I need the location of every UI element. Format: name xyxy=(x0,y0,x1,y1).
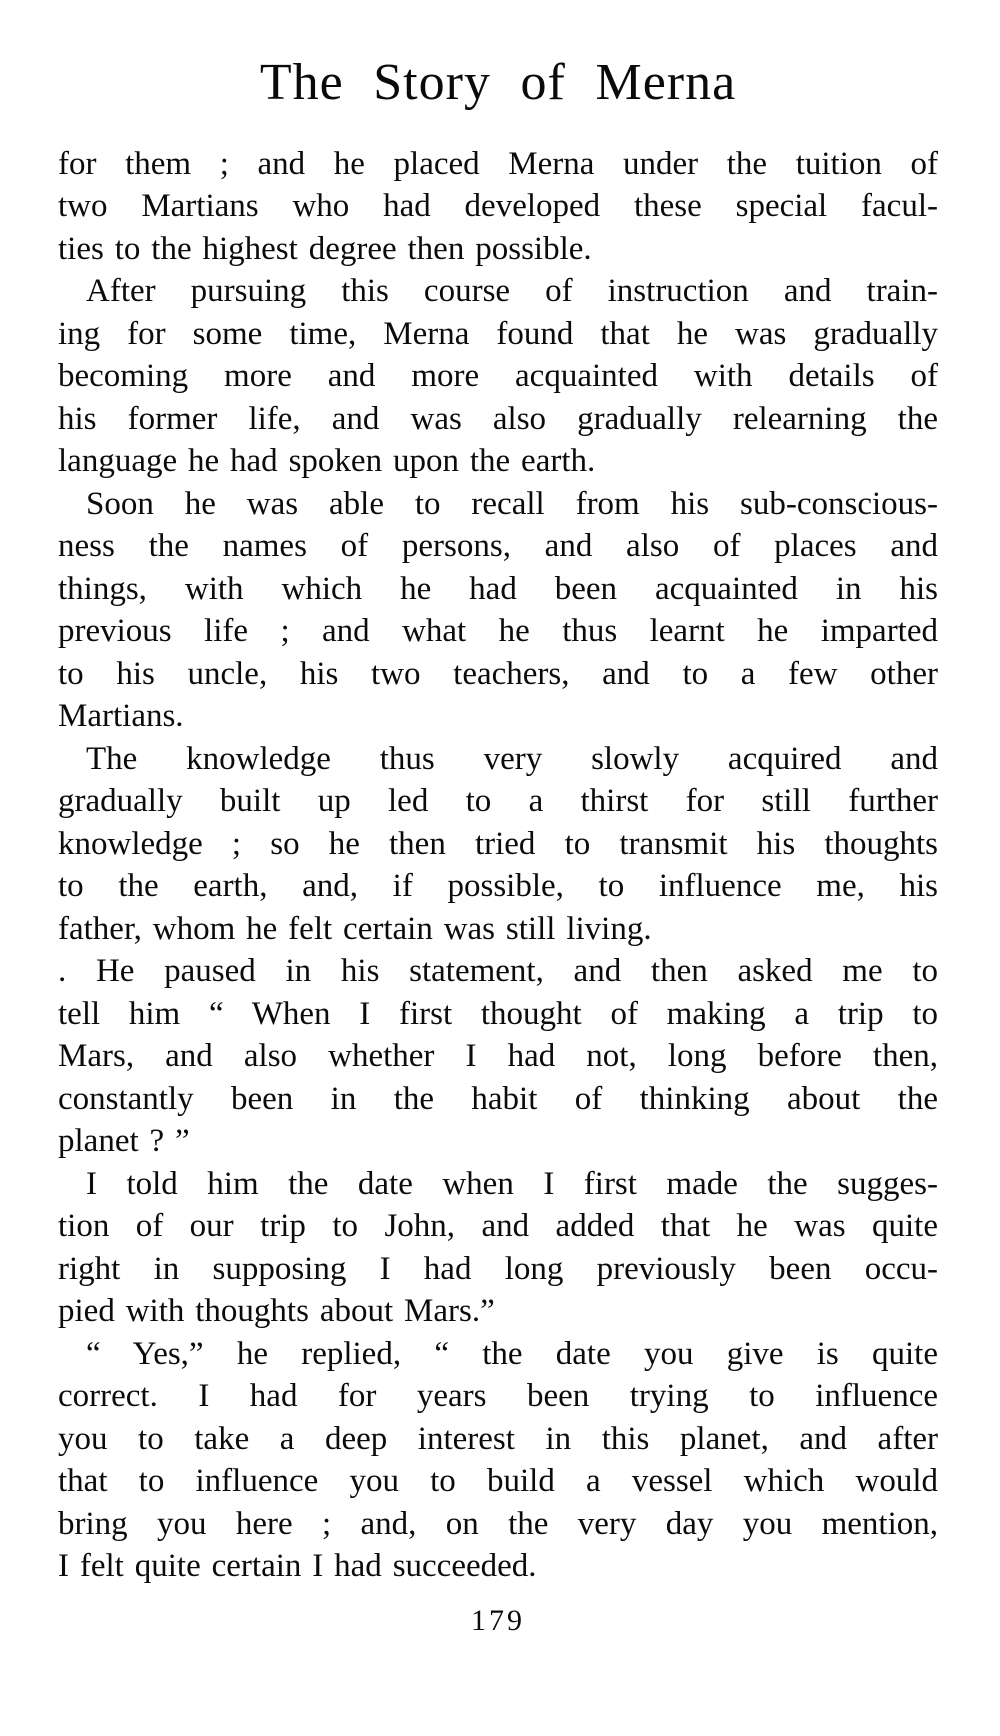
text-line: gradually built up led to a thirst for still further xyxy=(58,783,938,820)
text-line: correct. I had for years been trying to influence xyxy=(58,1378,938,1415)
text-line: Soon he was able to recall from his sub-conscious- xyxy=(86,485,938,522)
text-line: things, with which he had been acquainted in his xyxy=(58,570,938,607)
text-line: previous life ; and what he thus learnt he imparted xyxy=(58,613,938,650)
text-line: to the earth, and, if possible, to influence me, his xyxy=(58,868,938,905)
text-line: The knowledge thus very slowly acquired and xyxy=(86,740,938,777)
text-line: planet ? ” xyxy=(58,1123,190,1160)
text-line: to his uncle, his two teachers, and to a few other xyxy=(58,655,938,692)
paragraph xyxy=(58,143,938,271)
text-line: language he had spoken upon the earth. xyxy=(58,443,596,480)
paragraph xyxy=(58,270,938,483)
text-line: ing for some time, Merna found that he was gradually xyxy=(58,315,938,352)
text-line: . He paused in his statement, and then asked me to xyxy=(58,953,938,990)
text-line: for them ; and he placed Merna under the tuition of xyxy=(58,145,938,182)
text-line: tion of our trip to John, and added that he was quite xyxy=(58,1208,938,1245)
text-line: Martians. xyxy=(58,698,184,735)
text-line: you to take a deep interest in this planet, and after xyxy=(58,1420,938,1457)
text-line: knowledge ; so he then tried to transmit his thoughts xyxy=(58,825,938,862)
paragraph xyxy=(58,1333,938,1588)
paragraph xyxy=(58,483,938,738)
paragraph xyxy=(58,950,938,1163)
page-number: 179 xyxy=(471,1603,525,1637)
text-line: After pursuing this course of instruction and train- xyxy=(86,273,938,310)
text-line: tell him “ When I first thought of making a trip to xyxy=(58,995,938,1032)
text-line: father, whom he felt certain was still living. xyxy=(58,910,652,947)
text-line: I told him the date when I first made the sugges- xyxy=(86,1165,938,1202)
text-line: ties to the highest degree then possible. xyxy=(58,230,592,267)
text-line: ness the names of persons, and also of places and xyxy=(58,528,938,565)
book-page xyxy=(0,56,1000,1736)
text-line: becoming more and more acquainted with details of xyxy=(58,358,938,395)
text-line: bring you here ; and, on the very day you mention, xyxy=(58,1505,938,1542)
page-body xyxy=(58,143,938,1588)
paragraph xyxy=(58,1163,938,1333)
text-line: that to influence you to build a vessel which would xyxy=(58,1463,938,1500)
text-line: Mars, and also whether I had not, long before then, xyxy=(58,1038,938,1075)
text-line: his former life, and was also gradually relearning the xyxy=(58,400,938,437)
paragraph xyxy=(58,738,938,951)
text-line: two Martians who had developed these special facul- xyxy=(58,188,938,225)
text-line: I felt quite certain I had succeeded. xyxy=(58,1548,537,1585)
text-line: constantly been in the habit of thinking about the xyxy=(58,1080,938,1117)
page-title: The Story of Merna xyxy=(259,54,737,111)
text-line: pied with thoughts about Mars.” xyxy=(58,1293,495,1330)
text-line: right in supposing I had long previously been occu- xyxy=(58,1250,938,1287)
text-line: “ Yes,” he replied, “ the date you give is quite xyxy=(86,1335,938,1372)
